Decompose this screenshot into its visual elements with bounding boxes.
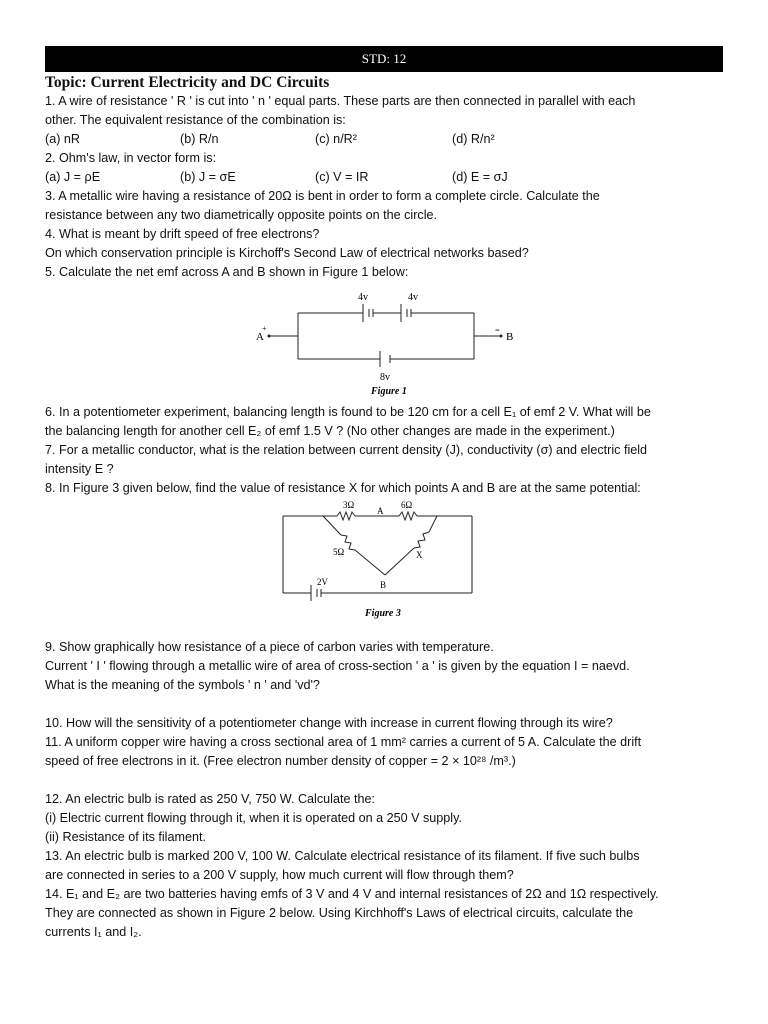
q6-line-2: the balancing length for another cell E₂ of emf 1.5 V ? (No other changes are made in the experiment.): [45, 424, 615, 438]
q3-line-1: 3. A metallic wire having a resistance of 20Ω is bent in order to form a complete circle. Calculate the: [45, 189, 600, 203]
topic-heading: Topic: Current Electricity and DC Circuits: [45, 74, 330, 91]
q9-line-3: What is the meaning of the symbols ' n ' and 'vd'?: [45, 678, 320, 692]
q8-line-1: 8. In Figure 3 given below, find the value of resistance X for which points A and B are at the same potential:: [45, 481, 641, 495]
figure-3: [45, 498, 723, 638]
q10-line-1: 10. How will the sensitivity of a potentiometer change with increase in current flowing through its wire?: [45, 716, 613, 730]
q1-option-c: (c) n/R²: [315, 132, 357, 146]
q1-line-1: 1. A wire of resistance ' R ' is cut into ' n ' equal parts. These parts are then connected in parallel with each: [45, 94, 636, 108]
q2-option-a: (a) J = ρE: [45, 170, 101, 184]
q9-line-2: Current ' I ' flowing through a metallic wire of area of cross-section ' a ' is given by the equation I = naevd.: [45, 659, 630, 673]
q13-line-1: 13. An electric bulb is marked 200 V, 100 W. Calculate electrical resistance of its filament. If five such bulbs: [45, 849, 640, 863]
figure-3-circuit: [45, 498, 723, 638]
label-4v-left: 4v: [358, 292, 368, 303]
figure-3-caption: Figure 3: [365, 608, 401, 619]
q6-line-1: 6. In a potentiometer experiment, balancing length is found to be 120 cm for a cell E₁ of emf 2 V. What will be: [45, 405, 651, 419]
q1-line-2: other. The equivalent resistance of the combination is:: [45, 113, 346, 127]
q1-option-a: (a) nR: [45, 132, 80, 146]
q4-line-1: 4. What is meant by drift speed of free electrons?: [45, 227, 320, 241]
std-header: STD: 12: [45, 46, 723, 72]
q7-line-2: intensity E ?: [45, 462, 114, 476]
terminal-a: A: [256, 331, 264, 343]
q2-options: [45, 168, 723, 187]
q2-option-c: (c) V = IR: [315, 170, 369, 184]
q14-line-3: currents I₁ and I₂.: [45, 925, 142, 939]
figure-1: [45, 282, 723, 403]
q1-option-d: (d) R/n²: [452, 132, 495, 146]
resistor-x-label: X: [416, 550, 423, 560]
q1-option-b: (b) R/n: [180, 132, 219, 146]
figure-1-caption: Figure 1: [371, 386, 407, 397]
q5-line-1: 5. Calculate the net emf across A and B shown in Figure 1 below:: [45, 265, 409, 279]
q4-line-2: On which conservation principle is Kirchoff's Second Law of electrical networks based?: [45, 246, 529, 260]
terminal-b-minus: =: [495, 326, 500, 335]
q14-line-2: They are connected as shown in Figure 2 below. Using Kirchhoff's Laws of electrical circuits, calculate the: [45, 906, 634, 920]
junction-b: B: [380, 580, 387, 590]
terminal-b: B: [506, 331, 514, 343]
q9-line-1: 9. Show graphically how resistance of a piece of carbon varies with temperature.: [45, 640, 494, 654]
q1-options: [45, 130, 723, 149]
q12-line-3: (ii) Resistance of its filament.: [45, 830, 206, 844]
q11-line-2: speed of free electrons in it. (Free electron number density of copper = 2 × 10²⁸ /m³.): [45, 754, 516, 768]
figure-1-circuit: [45, 282, 723, 403]
worksheet-page: [45, 46, 723, 942]
q14-line-1: 14. E₁ and E₂ are two batteries having emfs of 3 V and 4 V and internal resistances of 2Ω and 1Ω respectively.: [45, 887, 659, 901]
q12-line-2: (i) Electric current flowing through it, when it is operated on a 250 V supply.: [45, 811, 462, 825]
q11-line-1: 11. A uniform copper wire having a cross sectional area of 1 mm² carries a current of 5 A. Calculate the drift: [45, 735, 642, 749]
label-4v-right: 4v: [408, 292, 418, 303]
q2-option-b: (b) J = σE: [180, 170, 236, 184]
q3-line-2: resistance between any two diametrically opposite points on the circle.: [45, 208, 438, 222]
label-8v: 8v: [380, 372, 390, 383]
q2-line-1: 2. Ohm's law, in vector form is:: [45, 151, 217, 165]
terminal-a-plus: +: [262, 324, 267, 333]
battery-2v-label: 2V: [317, 577, 328, 587]
q7-line-1: 7. For a metallic conductor, what is the relation between current density (J), conductivity (σ) and electric field: [45, 443, 648, 457]
resistor-3-ohm-label: 3Ω: [343, 500, 355, 510]
q12-line-1: 12. An electric bulb is rated as 250 V, 750 W. Calculate the:: [45, 792, 375, 806]
resistor-6-ohm-label: 6Ω: [401, 500, 413, 510]
q13-line-2: are connected in series to a 200 V supply, how much current will flow through them?: [45, 868, 514, 882]
resistor-5-ohm-label: 5Ω: [333, 547, 345, 557]
junction-a: A: [377, 506, 384, 516]
q2-option-d: (d) E = σJ: [452, 170, 508, 184]
